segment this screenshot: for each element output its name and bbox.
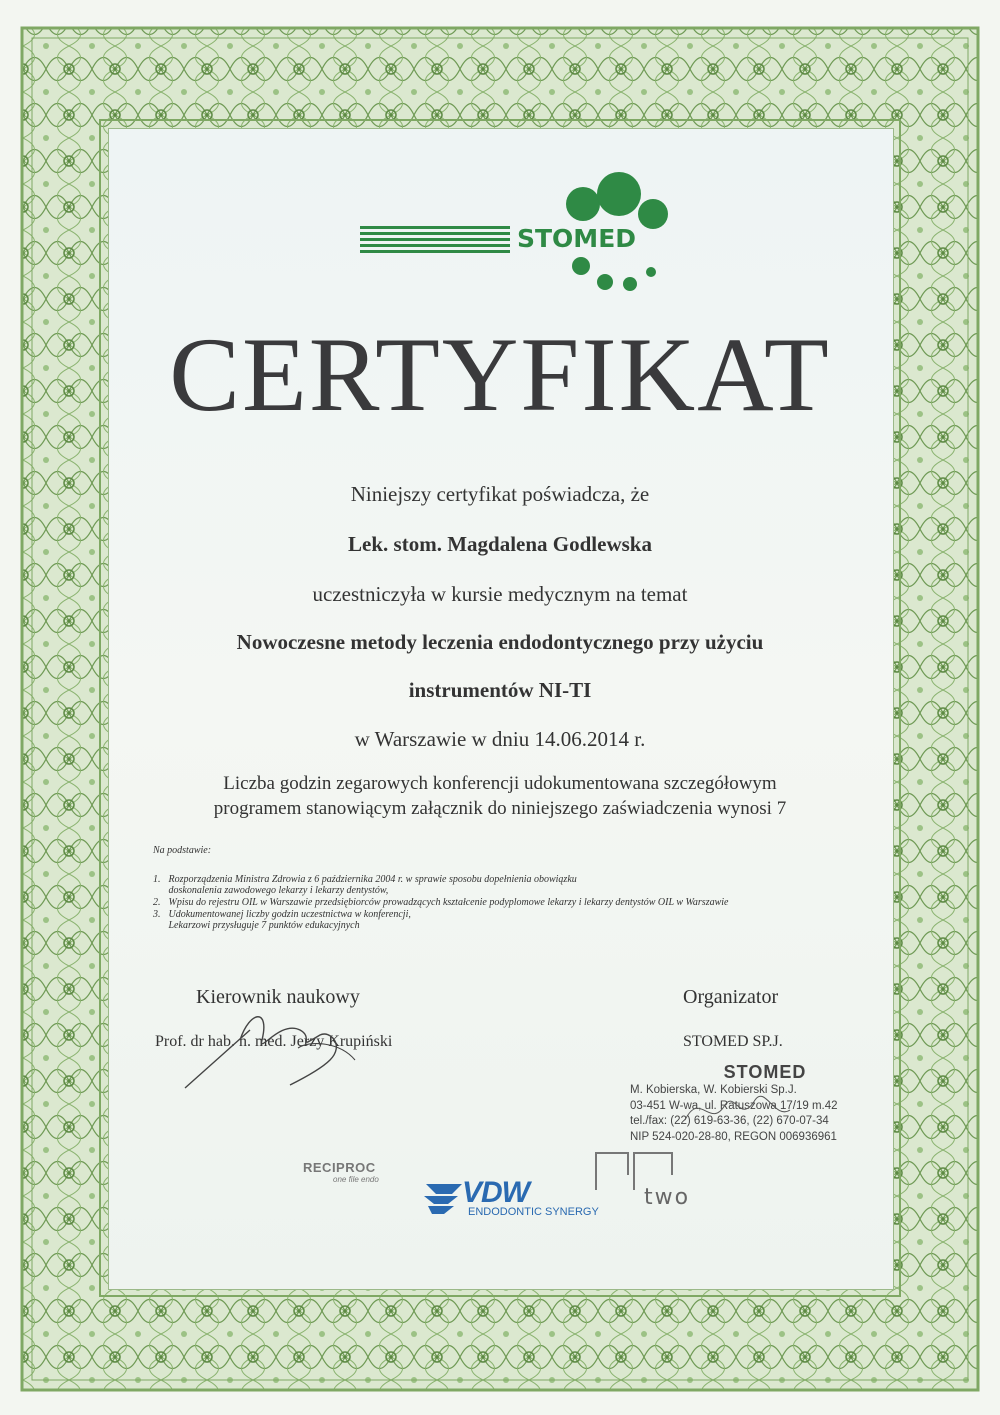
vdw-logo-name: VDW xyxy=(462,1176,529,1209)
scientific-director-heading: Kierownik naukowy xyxy=(196,986,360,1008)
legal-basis-item xyxy=(153,874,853,896)
reciproc-logo xyxy=(303,1160,379,1184)
legal-basis-item-text: doskonalenia zawodowego lekarzy i lekarzy dentystów, xyxy=(168,885,389,896)
organizer-heading: Organizator xyxy=(683,986,779,1008)
hours-statement-line-2: programem stanowiącym załącznik do niniejszego zaświadczenia wynosi 7 xyxy=(213,797,787,819)
hours-statement-line-1: Liczba godzin zegarowych konferencji udokumentowana szczegółowym xyxy=(223,773,777,794)
legal-basis-heading: Na podstawie: xyxy=(153,845,212,856)
legal-basis xyxy=(153,845,853,931)
organizer-name: STOMED SP.J. xyxy=(683,1033,783,1050)
reciproc-logo-name: RECIPROC xyxy=(303,1160,376,1175)
stamp-line: NIP 524-020-28-80, REGON 006936961 xyxy=(630,1130,837,1143)
scientific-director-name: Prof. dr hab. n. med. Jerzy Krupiński xyxy=(155,1033,393,1050)
legal-basis-item-text: Lekarzowi przysługuje 7 punktów edukacyjnych xyxy=(168,920,360,931)
two-logo xyxy=(594,1145,691,1210)
intro-text: Niniejszy certyfikat poświadcza, że xyxy=(350,482,650,506)
stamp-line: tel./fax: (22) 619-63-36, (22) 670-07-34 xyxy=(630,1115,829,1128)
legal-basis-item-number: 2. xyxy=(153,897,161,908)
legal-basis-item-number: 3. xyxy=(153,909,161,920)
stamp-signature-scribble xyxy=(680,1080,800,1140)
hours-statement xyxy=(150,772,850,821)
certificate-title: CERTYFIKAT xyxy=(169,316,831,433)
stomed-logo xyxy=(355,170,685,300)
course-topic-line-1: Nowoczesne metody leczenia endodontycznego przy użyciu xyxy=(236,630,764,654)
stomed-logo-text: STOMED xyxy=(517,224,637,253)
vdw-logo-tagline: ENDODONTIC SYNERGY xyxy=(468,1206,599,1218)
legal-basis-item xyxy=(153,909,853,931)
participation-text: uczestniczyła w kursie medycznym na temat xyxy=(312,582,688,606)
reciproc-logo-tagline: one file endo xyxy=(333,1175,379,1184)
vdw-logo-mark xyxy=(422,1180,466,1216)
two-logo-text: two xyxy=(644,1185,691,1210)
stamp-title: STOMED xyxy=(723,1062,807,1082)
recipient-name: Lek. stom. Magdalena Godlewska xyxy=(348,532,652,556)
place-and-date: w Warszawie w dniu 14.06.2014 r. xyxy=(354,727,646,751)
legal-basis-item-text: Wpisu do rejestru OIL w Warszawie przedsiębiorców prowadzących kształcenie podyplomowe lekarzy i lekarzy dentystów OIL w Warszawie xyxy=(168,897,729,908)
legal-basis-item xyxy=(153,897,853,908)
handwritten-signature xyxy=(180,1000,380,1095)
legal-basis-item-text: Udokumentowanej liczby godzin uczestnictwa w konferencji, xyxy=(168,909,411,920)
stamp-line: 03-451 W-wa, ul. Ratuszowa 17/19 m.42 xyxy=(630,1099,838,1112)
stamp-line: M. Kobierska, W. Kobierski Sp.J. xyxy=(630,1084,797,1096)
legal-basis-item-text: Rozporządzenia Ministra Zdrowia z 6 października 2004 r. w sprawie sposobu dopełnienia obowiązku xyxy=(168,874,577,885)
course-topic-line-2: instrumentów NI-TI xyxy=(408,678,592,702)
vdw-logo xyxy=(422,1176,599,1218)
legal-basis-item-number: 1. xyxy=(153,874,161,885)
